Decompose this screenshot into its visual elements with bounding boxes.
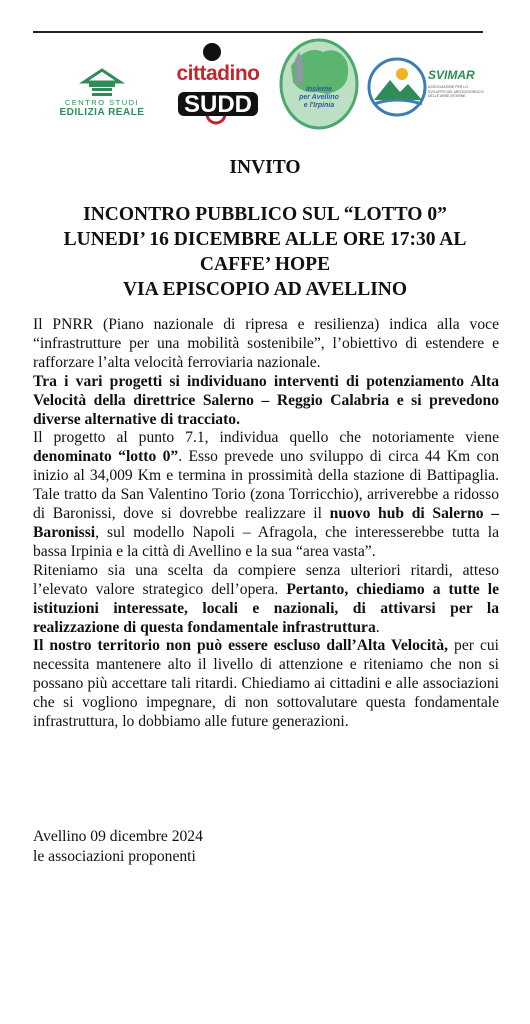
lotto-text-2: . Esso prevede uno sviluppo di circa 44 Km con inizio al 34,009 Km e termina in prossimità della stazione di Battipaglia. Tale tratto da San Valentino Torio (zona Torricchio), arriverebbe a ridosso di Baronissi, dove si dovrebbe realizzare il <box>33 448 500 523</box>
territorio-text-bold: Il nostro territorio non può essere escluso dall’Alta Velocità, <box>33 637 449 655</box>
territorio-text: per cui necessita mantenere alto il livello di attenzione e riteniamo che non si possano più accettare tali ritardi. Chiediamo ai cittadini e alle associazioni che si vogliono impegnare, di non sottovalutare questa fondamentale infrastruttura, lo dobbiamo alle future generazioni. <box>33 637 499 731</box>
cittadino-text: cittadino <box>176 62 260 85</box>
event-title-line2: LUNEDI’ 16 DICEMBRE ALLE ORE 17:30 AL <box>63 229 467 250</box>
event-title-line4: VIA EPISCOPIO AD AVELLINO <box>122 279 408 300</box>
paragraph-lotto <box>33 429 499 561</box>
lotto-text-1: Il progetto al punto 7.1, individua quello che notoriamente viene <box>33 429 499 447</box>
centro-studi-line1: CENTRO STUDI <box>64 98 140 107</box>
signature: le associazioni proponenti <box>33 848 196 865</box>
paragraph-richiesta <box>33 562 499 638</box>
event-title-line3: CAFFE’ HOPE <box>199 254 331 275</box>
closing-block <box>33 827 203 867</box>
paragraph-territorio <box>33 637 499 732</box>
richiesta-text-bold: Pertanto, chiediamo a tutte le istituzioni interessate, locali e nazionali, di attivarsi per la realizzazione di questa fondamentale infrastruttura <box>33 580 499 636</box>
svimar-emblem <box>366 56 428 118</box>
svimar-subtitle: ASSOCIAZIONE PER LO SVILUPPO DEL MEZZOGIORNO E DELLE AREE INTERNE <box>428 85 484 98</box>
svimar-name: SVIMAR <box>428 68 475 82</box>
centro-studi-line2: EDILIZIA REALE <box>59 107 145 118</box>
paragraph-progetti-bold: Tra i vari progetti si individuano interventi di potenziamento Alta Velocità della direttrice Salerno – Reggio Calabria e si prevedono diverse alternative di tracciato. <box>33 372 499 428</box>
cittadino-sudd-emblem <box>172 40 264 134</box>
paragraph-progetti <box>33 373 499 430</box>
svimar-logo <box>366 56 488 122</box>
insieme-emblem <box>277 36 361 132</box>
letter-body <box>33 316 499 732</box>
lotto-text-bold-2: nuovo hub di Salerno – Baronissi <box>33 505 500 541</box>
richiesta-text-2: . <box>375 618 380 636</box>
centro-studi-logo <box>52 58 152 118</box>
insieme-line3: e l'Irpinia <box>303 102 335 109</box>
lotto-text-3: , sul modello Napoli – Afragola, che interesserebbe tutta la bassa Irpinia e la città di Avellino e la sua “area vasta”. <box>33 523 499 560</box>
paragraph-pnrr: Il PNRR (Piano nazionale di ripresa e resilienza) indica alla voce “infrastrutture per una mobilità sostenibile”, l’obiettivo di estendere e rafforzare l’alta velocità ferroviaria nazionale. <box>33 316 499 371</box>
richiesta-text-1: Riteniamo sia una scelta da compiere senza ulteriori ritardi, atteso l’elevato valore strategico dell’opera. <box>33 561 499 598</box>
insieme-line2: per Avellino <box>299 94 339 101</box>
top-divider <box>33 31 483 33</box>
logo-bar <box>0 36 530 136</box>
invito-heading: INVITO <box>229 157 301 178</box>
lotto-text-bold-1: denominato “lotto 0” <box>33 448 179 466</box>
event-title-line1: INCONTRO PUBBLICO SUL “LOTTO 0” <box>83 204 447 225</box>
sudd-text: SUDD <box>183 91 252 118</box>
insieme-avellino-logo <box>277 36 361 132</box>
cittadino-sudd-logo <box>172 40 264 134</box>
place-date: Avellino 09 dicembre 2024 <box>33 828 203 845</box>
insieme-line1: Insieme <box>305 86 333 93</box>
